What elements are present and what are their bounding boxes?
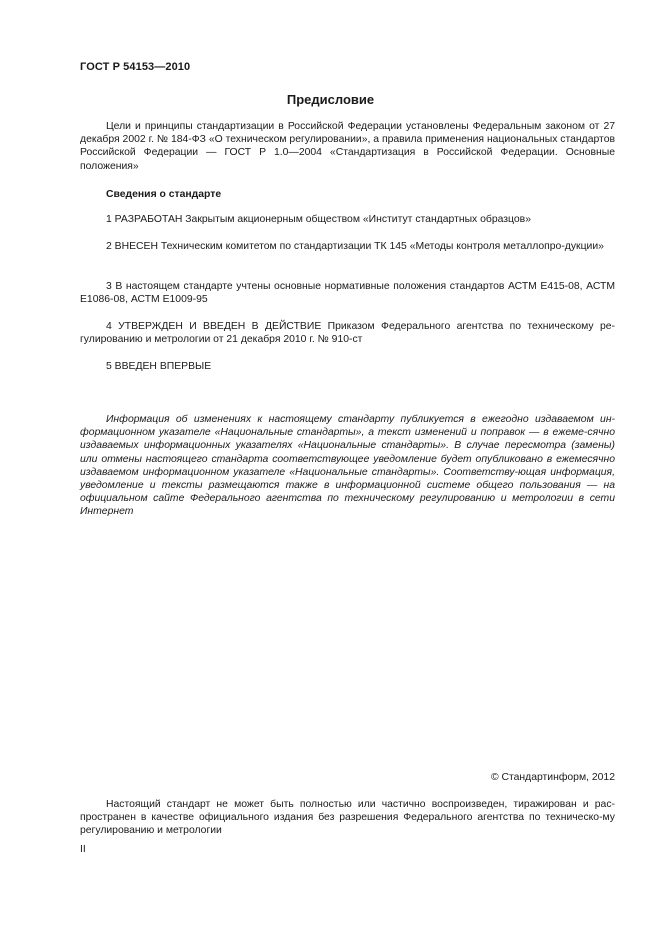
- amendments-notice: Информация об изменениях к настоящему стандарту публикуется в ежегодно издаваемом ин-формационном указателе «Национальные стандарты», а текст изменений и поправок — в ежеме-сячно издаваемых информационных указателях «Национальные стандарты». В случае пересмотра (замены) или отмены настоящего стандарта соответствующее уведомление будет опубликовано в ежемесячно издаваемом информационном указателе «Национальные стандарты». Соответству-ющая информация, уведомление и тексты размещаются также в информационной системе общего пользования — на официальном сайте Федерального агентства по техническому регулированию и метрологии в сети Интернет: [80, 414, 615, 518]
- section-heading: Сведения о стандарте: [106, 189, 222, 200]
- standard-id: ГОСТ Р 54153—2010: [80, 61, 191, 73]
- info-item-3: 3 В настоящем стандарте учтены основные нормативные положения стандартов АСТМ Е415-08, АСТМ Е1086-08, АСТМ Е1009-95: [80, 281, 615, 306]
- info-item-4: 4 УТВЕРЖДЕН И ВВЕДЕН В ДЕЙСТВИЕ Приказом Федерального агентства по техническому ре-гулированию и метрологии от 21 декабря 2010 г. № 910-ст: [80, 321, 615, 346]
- reproduction-notice: Настоящий стандарт не может быть полностью или частично воспроизведен, тиражирован и рас-пространен в качестве официального издания без разрешения Федерального агентства по техническо-му регулированию и метрологии: [80, 799, 615, 837]
- page-number: II: [80, 844, 86, 855]
- intro-paragraph: Цели и принципы стандартизации в Российской Федерации установлены Федеральным законом от 27 декабря 2002 г. № 184-ФЗ «О техническом регулировании», а правила применения национальных стандартов Российской Федерации — ГОСТ Р 1.0—2004 «Стандартизация в Российской Федерации. Основные положения»: [80, 121, 615, 172]
- page-title: Предисловие: [286, 92, 375, 107]
- info-item-1: 1 РАЗРАБОТАН Закрытым акционерным обществом «Институт стандартных образцов»: [106, 214, 531, 225]
- copyright-line: © Стандартинформ, 2012: [490, 772, 615, 783]
- info-item-5: 5 ВВЕДЕН ВПЕРВЫЕ: [106, 361, 212, 372]
- info-item-2: 2 ВНЕСЕН Техническим комитетом по стандартизации ТК 145 «Методы контроля металлопро-дукции»: [106, 241, 604, 252]
